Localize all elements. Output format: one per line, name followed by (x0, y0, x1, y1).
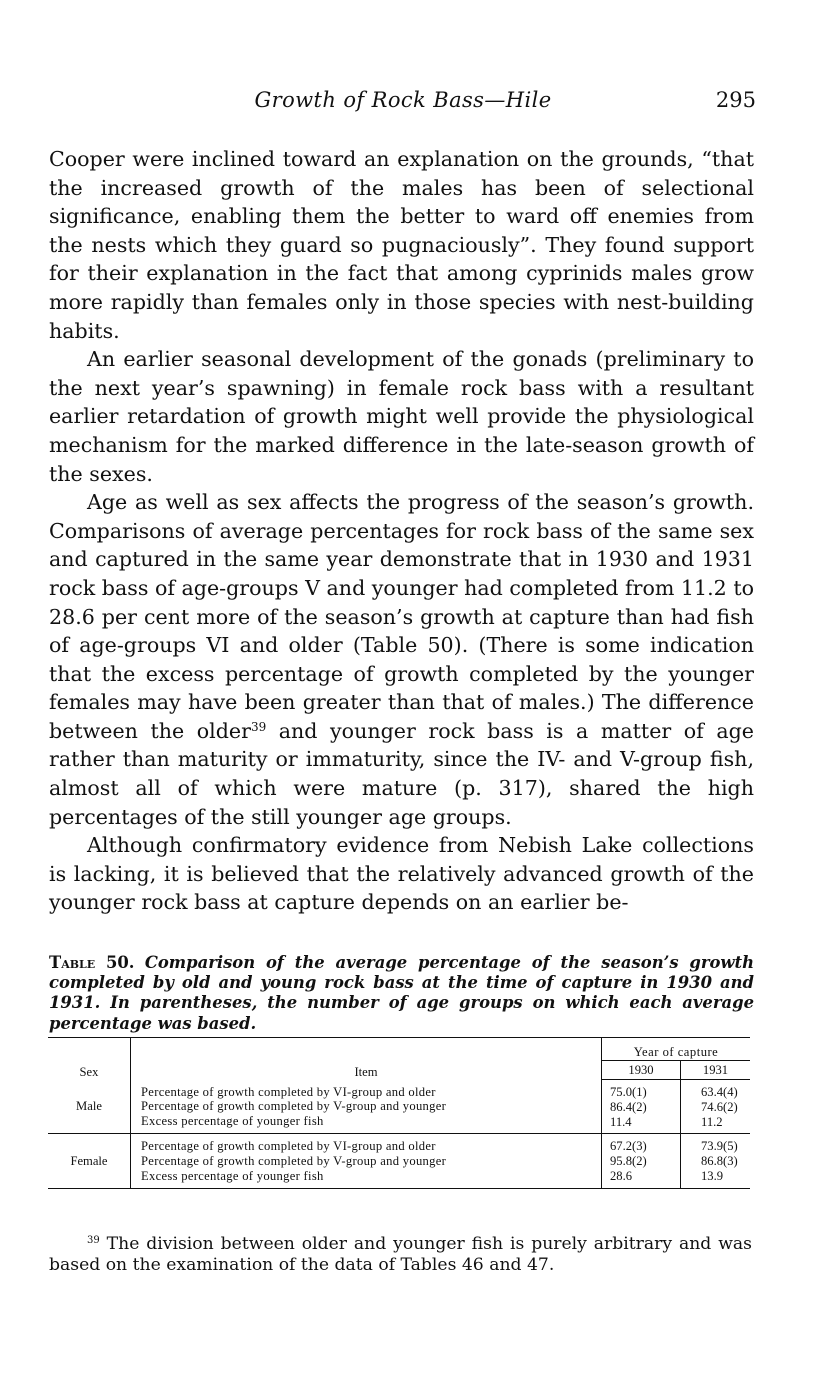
cell-value: 28.6 (610, 1168, 633, 1183)
running-title: Growth of Rock Bass—Hile (254, 88, 552, 112)
footnote-text: The division between older and younger fish is purely arbitrary and was based on the examination of the data of Tables 46 and 47. (49, 1234, 752, 1275)
footnote-reference: 39 (250, 719, 267, 734)
header-item: Item (131, 1038, 602, 1080)
footnote-paragraph (49, 1234, 752, 1275)
paragraph-3-part-1: Age as well as sex affects the progress of the season’s growth. Comparisons of average percentages for rock bass of the same sex and captured in the same year demonstrate that in 1930 and 1931 rock bass of age-groups V and younger had completed from 11.2 to 28.6 per cent more of the season’s growth at capture than had fish of age-groups VI and older (Table 50). (There is some indication that the excess percentage of growth completed by the younger females may have been greater than that of males.) The difference between the older (49, 490, 755, 743)
item-text: Excess percentage of younger fish (141, 1168, 324, 1183)
cell-value: 63.4(4) (701, 1085, 738, 1099)
values-1931 (681, 1134, 751, 1188)
page-number: 295 (715, 88, 756, 112)
table-row (48, 1080, 750, 1134)
body-text (49, 145, 754, 917)
paragraph-1: Cooper were inclined toward an explanation on the grounds, “that the increased growth of the males has been of selectional significance, enabling them the better to ward off enemies from the nests which they guard so pugnaciously”. They found support for their explanation in the fact that among cyprinids males grow more rapidly than females only in those species with nest-building habits. (49, 147, 754, 343)
cell-value: 11.4 (610, 1114, 632, 1129)
values-1931 (681, 1080, 751, 1134)
item-text: Percentage of growth completed by V-group and younger (141, 1099, 447, 1114)
row-sex: Male (48, 1080, 131, 1134)
cell-value: 86.8(3) (701, 1154, 738, 1169)
item-text: Percentage of growth completed by VI-group and older (141, 1139, 436, 1154)
cell-value: 95.8(2) (610, 1154, 647, 1169)
row-items (131, 1080, 602, 1134)
paragraph-2: An earlier seasonal development of the gonads (preliminary to the next year’s spawning) in female rock bass with a resultant earlier retardation of growth might well provide the physiological mechanism for the marked difference in the late-season growth of the sexes. (49, 347, 754, 486)
item-text: Percentage of growth completed by V-group and younger (141, 1154, 447, 1169)
cell-value: 73.9(5) (701, 1139, 738, 1154)
item-text: Percentage of growth completed by VI-group and older (141, 1084, 436, 1099)
footnote (49, 1234, 752, 1275)
paragraph-3 (49, 488, 754, 831)
header-1930: 1930 (602, 1061, 681, 1080)
table-caption-label: Table 50. (49, 953, 135, 972)
cell-value: 13.9 (701, 1168, 724, 1183)
table-caption (49, 953, 754, 1034)
header-sex: Sex (79, 1064, 99, 1079)
paragraph-4: Although confirmatory evidence from Nebish Lake collections is lacking, it is believed that the relatively advanced growth of the younger rock bass at capture depends on an earlier be- (49, 833, 754, 915)
item-text: Excess percentage of younger fish (141, 1114, 324, 1129)
cell-value: 11.2 (701, 1114, 723, 1129)
running-header (48, 88, 758, 118)
footnote-number: 39 (87, 1235, 100, 1246)
header-year-of-capture: Year of capture (602, 1038, 751, 1061)
data-table (48, 1037, 750, 1189)
values-1930 (602, 1080, 681, 1134)
header-1931: 1931 (681, 1061, 751, 1080)
table-caption-text: Comparison of the average percentage of the season’s growth completed by old and young rock bass at the time of capture in 1930 and 1931. In parentheses, the number of age groups on which each average percentage was based. (49, 953, 755, 1033)
cell-value: 74.6(2) (701, 1099, 738, 1114)
values-1930 (602, 1134, 681, 1188)
cell-value: 67.2(3) (610, 1139, 647, 1154)
row-items (131, 1134, 602, 1188)
row-sex: Female (70, 1153, 108, 1168)
table-row (48, 1134, 750, 1188)
paragraph-3-part-2: and younger rock bass is a matter of age rather than maturity or immaturity, since the IV- and V-group fish, almost all of which were mature (p. 317), shared the high percentages of the still younger age groups. (49, 718, 754, 829)
table-header-row (48, 1038, 750, 1061)
cell-value: 86.4(2) (610, 1099, 647, 1114)
cell-value: 75.0(1) (610, 1085, 647, 1099)
